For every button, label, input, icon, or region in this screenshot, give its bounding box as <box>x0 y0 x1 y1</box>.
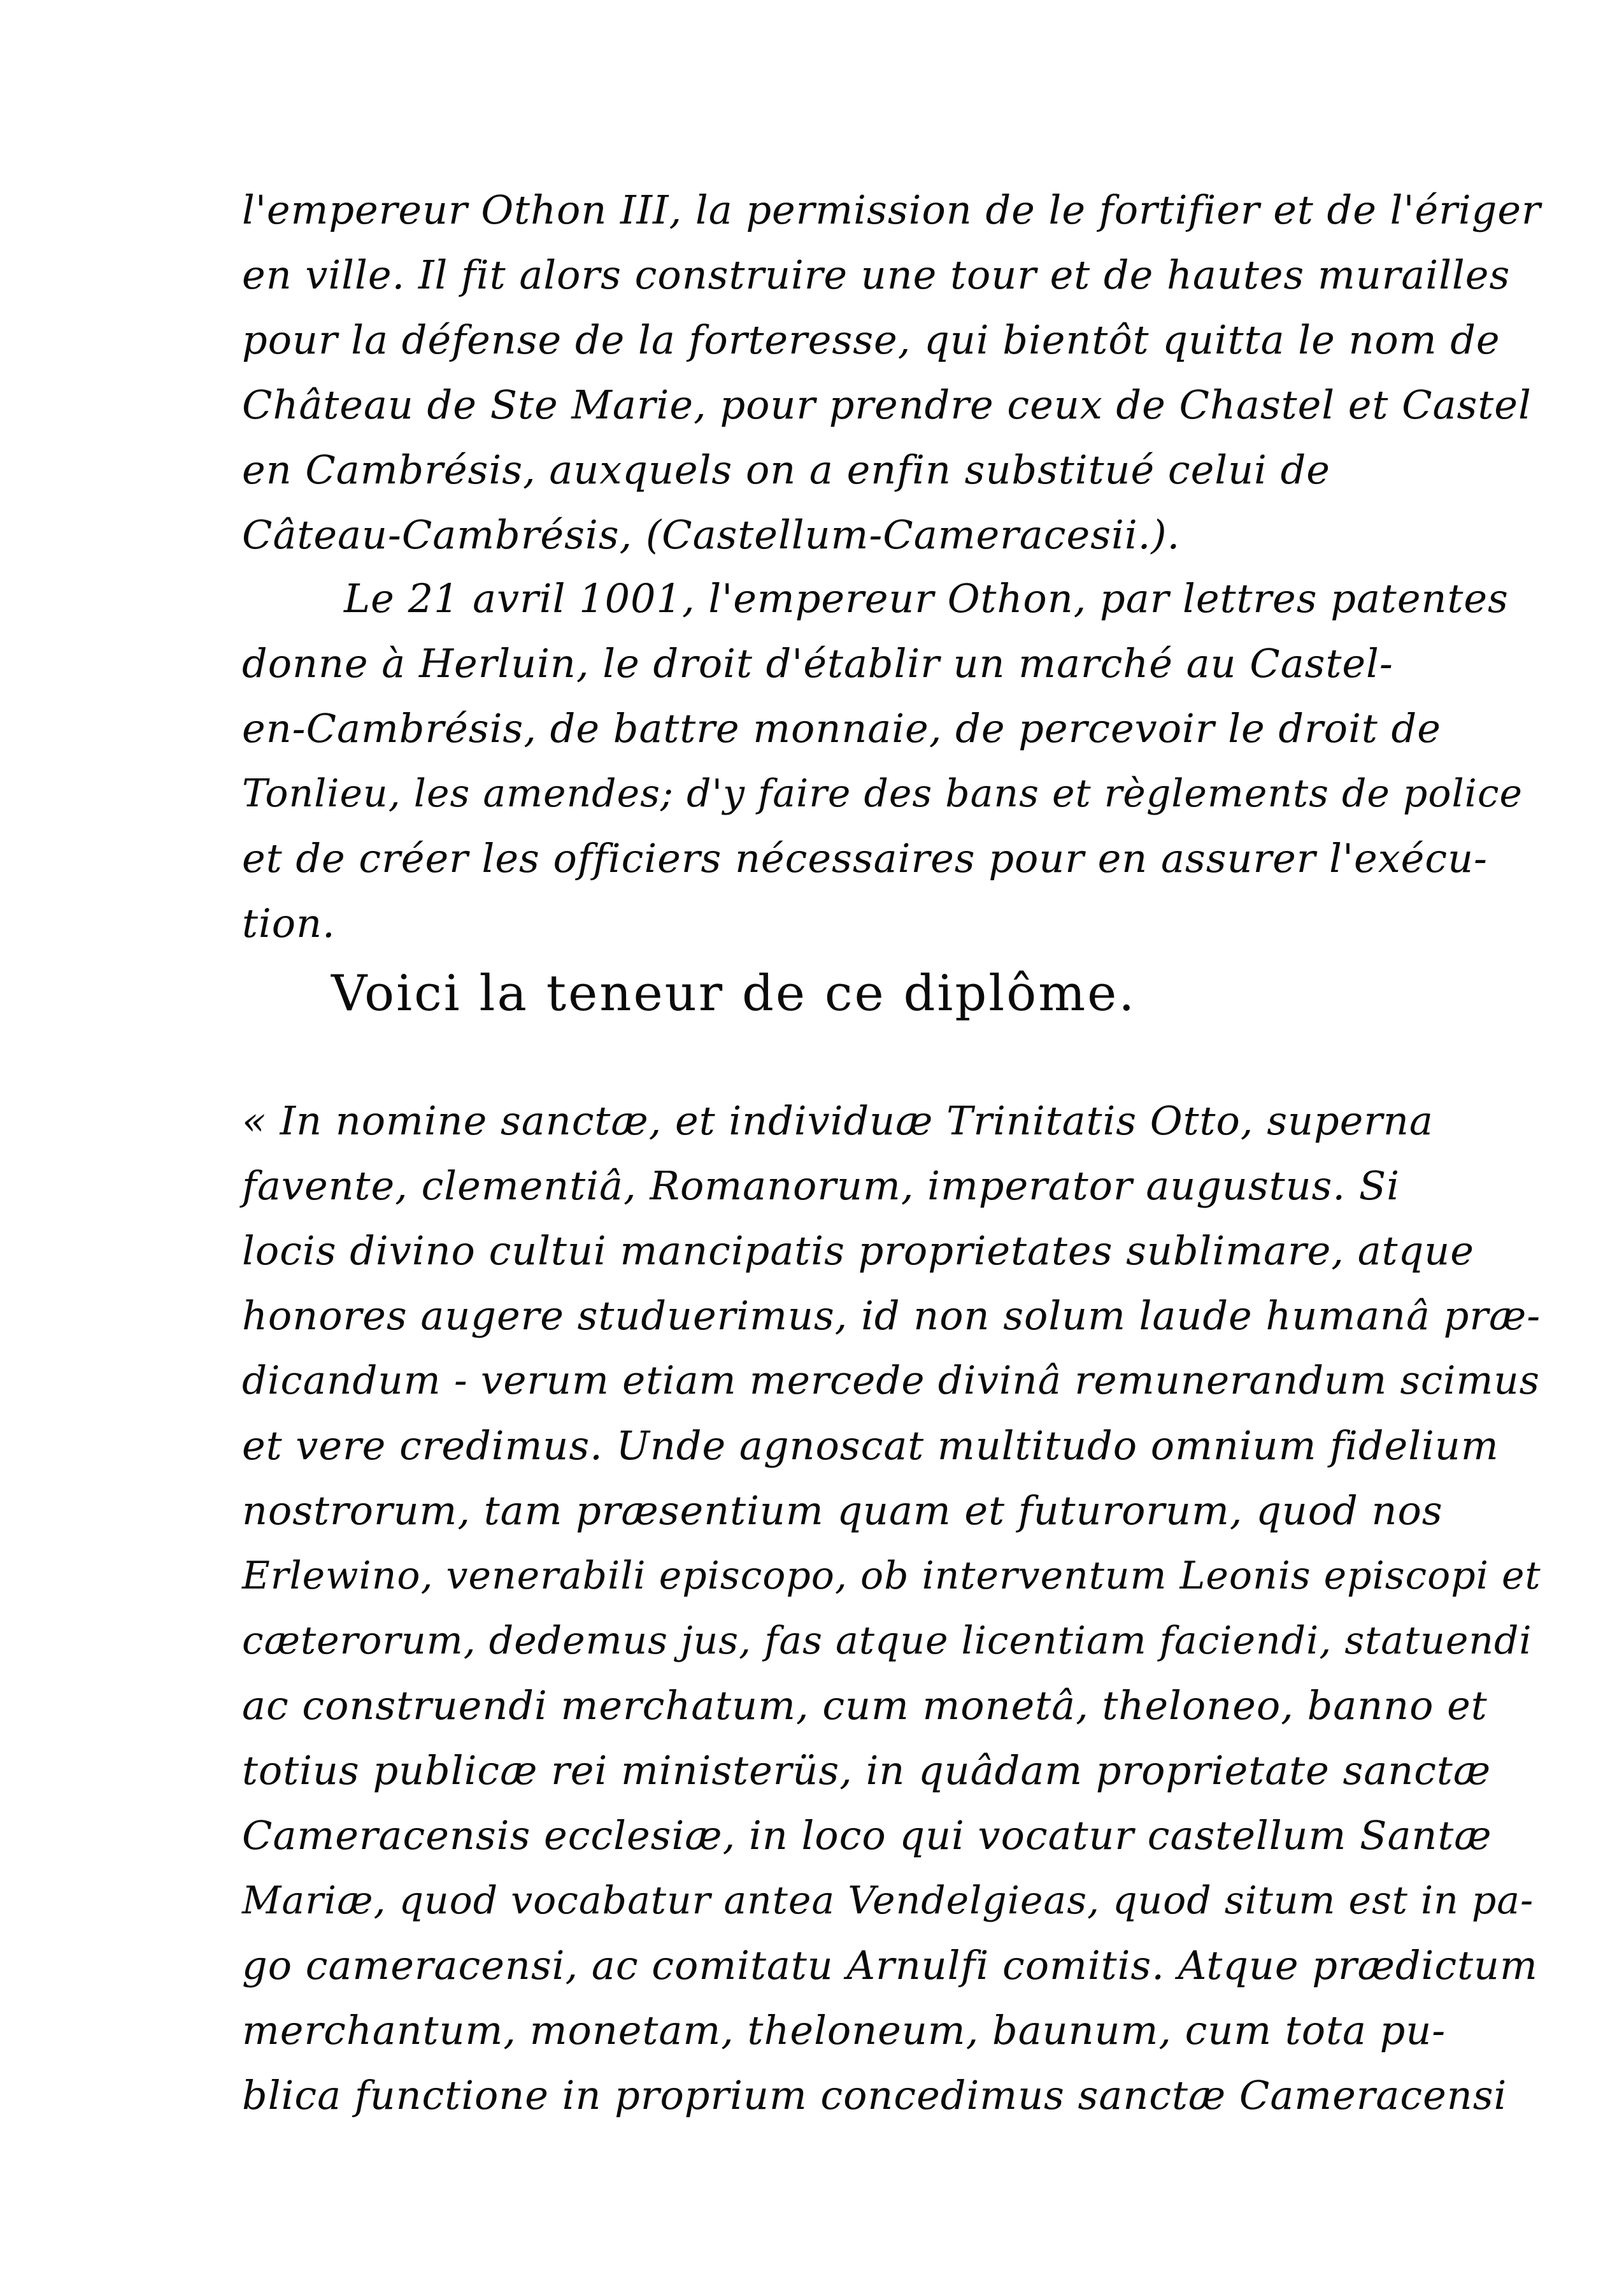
text-line: en Cambrésis, auxquels on a enfin substitué celui de <box>242 446 1330 493</box>
text-line: pour la défense de la forteresse, qui bientôt quitta le nom de <box>242 317 1500 363</box>
text-line: l'empereur Othon III, la permission de le fortifier et de l'ériger <box>242 187 1541 233</box>
text-line: Cameracensis ecclesiæ, in loco qui vocatur castellum Santæ <box>242 1812 1492 1859</box>
text-line: honores augere studuerimus, id non solum laude humanâ præ- <box>242 1292 1541 1339</box>
text-line: totius publicæ rei ministerüs, in quâdam proprietate sanctæ <box>242 1747 1492 1794</box>
text-line: Château de Ste Marie, pour prendre ceux de Chastel et Castel <box>242 382 1532 428</box>
text-line: nostrorum, tam præsentium quam et futurorum, quod nos <box>242 1487 1443 1534</box>
section-heading: Voici la teneur de ce diplôme. <box>331 965 1137 1022</box>
text-line: en ville. Il fit alors construire une tour et de hautes murailles <box>242 252 1511 298</box>
text-line: go cameracensi, ac comitatu Arnulfi comitis. Atque prædictum <box>242 1942 1538 1989</box>
text-line: Mariæ, quod vocabatur antea Vendelgieas, quod situm est in pa- <box>242 1878 1534 1923</box>
text-line: cæterorum, dedemus jus, fas atque licentiam faciendi, statuendi <box>242 1618 1532 1663</box>
text-line: tion. <box>242 900 336 946</box>
text-line: « In nomine sanctæ, et individuæ Trinitatis Otto, superna <box>242 1097 1434 1144</box>
text-line: merchantum, monetam, theloneum, baunum, cum tota pu- <box>242 2007 1446 2054</box>
text-line: Tonlieu, les amendes; d'y faire des bans et règlements de police <box>242 771 1523 816</box>
text-line: Le 21 avril 1001, l'empereur Othon, par lettres patentes <box>344 575 1509 622</box>
text-line: blica functione in proprium concedimus sanctæ Cameracensi <box>242 2072 1507 2118</box>
text-line: en-Cambrésis, de battre monnaie, de percevoir le droit de <box>242 705 1441 752</box>
text-line: Câteau-Cambrésis, (Castellum-Cameracesii.). <box>242 511 1181 558</box>
text-line: dicandum - verum etiam mercede divinâ remunerandum scimus <box>242 1358 1540 1403</box>
text-line: et de créer les officiers nécessaires pour en assurer l'exécu- <box>242 835 1488 882</box>
text-line: donne à Herluin, le droit d'établir un marché au Castel- <box>242 640 1393 687</box>
text-line: ac construendi merchatum, cum monetâ, theloneo, banno et <box>242 1682 1488 1729</box>
text-line: Erlewino, venerabili episcopo, ob interventum Leonis episcopi et <box>242 1554 1541 1598</box>
text-line: et vere credimus. Unde agnoscat multitudo omnium fidelium <box>242 1422 1499 1469</box>
text-line: locis divino cultui mancipatis proprietates sublimare, atque <box>242 1227 1474 1274</box>
text-line: favente, clementiâ, Romanorum, imperator augustus. Si <box>242 1162 1400 1209</box>
